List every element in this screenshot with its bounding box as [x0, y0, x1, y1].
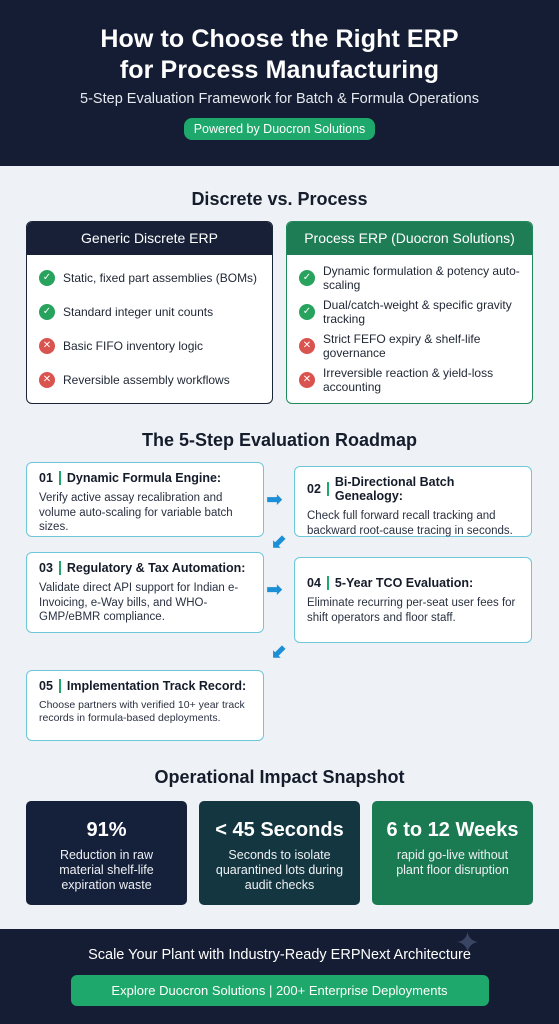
list-item	[39, 261, 262, 295]
impact-card-golive	[372, 801, 533, 905]
step-title: 5-Year TCO Evaluation:	[334, 576, 474, 590]
list-item	[299, 329, 522, 363]
check-icon: ✓	[39, 270, 55, 286]
check-icon: ✓	[299, 304, 315, 320]
explore-cta-button[interactable]: Explore Duocron Solutions | 200+ Enterprise Deployments	[71, 975, 489, 1006]
arrow-icon: ➡	[264, 528, 293, 556]
step-title: Regulatory & Tax Automation:	[66, 561, 246, 575]
arrow-icon: ➡	[264, 638, 293, 666]
impact-description: Seconds to isolate quarantined lots during audit checks	[215, 848, 344, 892]
discrete-erp-heading: Generic Discrete ERP	[27, 222, 272, 255]
process-erp-heading: Process ERP (Duocron Solutions)	[287, 222, 532, 255]
step-description: Check full forward recall tracking and backward root-cause tracing in seconds.	[307, 510, 513, 537]
roadmap-title: The 5-Step Evaluation Roadmap	[141, 430, 418, 450]
impact-value: < 45 Seconds	[215, 819, 344, 841]
cross-icon: ✕	[39, 372, 55, 388]
impact-value: 6 to 12 Weeks	[386, 819, 519, 841]
step-divider	[59, 561, 61, 575]
comparison-title: Discrete vs. Process	[191, 189, 368, 209]
step-divider	[327, 576, 329, 590]
list-item-text: Dynamic formulation & potency auto-scaling	[323, 264, 520, 292]
page-title-line1: How to Choose the Right ERP	[100, 25, 459, 53]
list-item-text: Strict FEFO expiry & shelf-life governance	[323, 332, 481, 360]
list-item	[39, 295, 262, 329]
list-item	[39, 363, 262, 397]
step-description: Verify active assay recalibration and volume auto-scaling for variable batch sizes.	[39, 492, 233, 533]
roadmap-step-02	[294, 466, 532, 537]
step-number: 02	[307, 482, 321, 496]
list-item	[299, 363, 522, 397]
list-item	[299, 295, 522, 329]
page-title	[0, 0, 559, 86]
cross-icon: ✕	[299, 338, 315, 354]
header-banner	[0, 0, 559, 166]
check-icon: ✓	[39, 304, 55, 320]
step-divider	[327, 482, 329, 496]
step-description: Eliminate recurring per-seat user fees for shift operators and floor staff.	[307, 597, 516, 624]
check-icon: ✓	[299, 270, 315, 286]
step-divider	[59, 471, 61, 485]
roadmap-step-01	[26, 462, 264, 537]
step-divider	[59, 679, 61, 693]
sparkle-icon: ✦	[455, 927, 481, 960]
step-number: 01	[39, 471, 53, 485]
step-description: Validate direct API support for Indian e-Invoicing, e-Way bills, and WHO-GMP/eBMR compliance.	[39, 582, 239, 623]
step-title: Bi-Directional Batch Genealogy:	[334, 475, 455, 503]
impact-card-waste	[26, 801, 187, 905]
page-title-line2: for Process Manufacturing	[119, 56, 440, 84]
step-description: Choose partners with verified 10+ year track records in formula-based deployments.	[39, 699, 245, 724]
roadmap-step-03	[26, 552, 264, 633]
impact-description: rapid go-live without plant floor disruption	[396, 848, 509, 877]
discrete-erp-card	[26, 221, 273, 404]
impact-value: 91%	[86, 819, 127, 841]
list-item	[39, 329, 262, 363]
list-item-text: Dual/catch-weight & specific gravity tracking	[323, 298, 512, 326]
step-number: 05	[39, 679, 53, 693]
list-item-text: Basic FIFO inventory logic	[63, 339, 204, 353]
roadmap-step-04	[294, 557, 532, 643]
cross-icon: ✕	[39, 338, 55, 354]
arrow-icon: ➡	[266, 489, 283, 511]
step-title: Dynamic Formula Engine:	[66, 471, 222, 485]
powered-by-badge: Powered by Duocron Solutions	[184, 118, 376, 140]
list-item	[299, 261, 522, 295]
footer-tagline: Scale Your Plant with Industry-Ready ERPNext Architecture	[88, 947, 471, 963]
arrow-icon: ➡	[266, 579, 283, 601]
step-number: 03	[39, 561, 53, 575]
process-erp-card	[286, 221, 533, 404]
list-item-text: Static, fixed part assemblies (BOMs)	[63, 271, 258, 285]
list-item-text: Reversible assembly workflows	[63, 373, 230, 387]
step-number: 04	[307, 576, 321, 590]
impact-card-isolation	[199, 801, 360, 905]
impact-title: Operational Impact Snapshot	[154, 767, 405, 787]
list-item-text: Irreversible reaction & yield-loss accounting	[323, 366, 494, 394]
step-title: Implementation Track Record:	[66, 679, 247, 693]
list-item-text: Standard integer unit counts	[63, 305, 214, 319]
page-subtitle: 5-Step Evaluation Framework for Batch & Formula Operations	[80, 91, 479, 107]
roadmap-step-05	[26, 670, 264, 741]
impact-description: Reduction in raw material shelf-life expiration waste	[59, 848, 154, 892]
cross-icon: ✕	[299, 372, 315, 388]
